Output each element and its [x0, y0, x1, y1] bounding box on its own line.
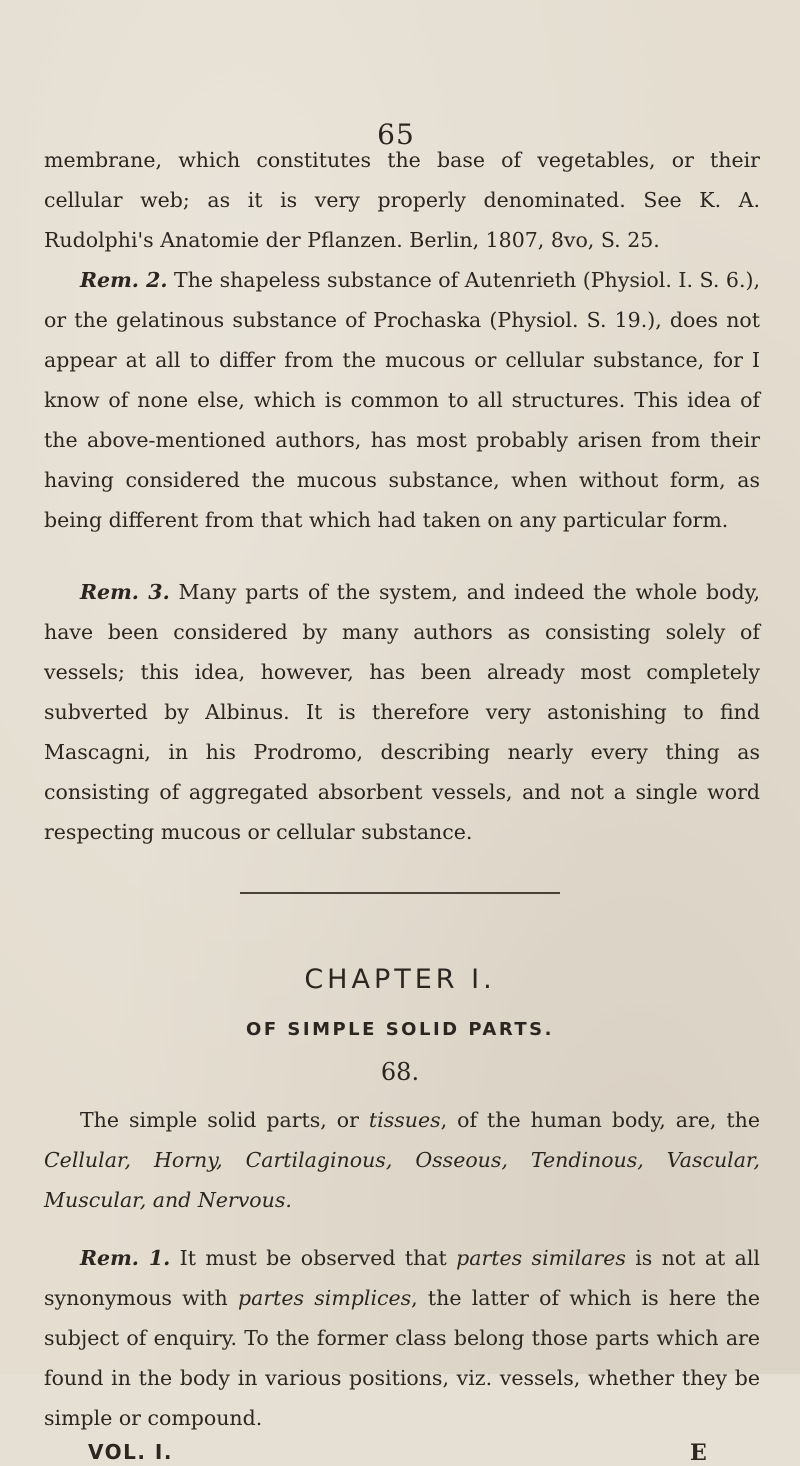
tissue-list: Cellular, Horny, Cartilaginous, Osseous, Tendinous, Vascular, Muscular, and Nervous. [44, 1148, 760, 1212]
rem-1-text-b: is not at all synonymous with [44, 1246, 760, 1310]
paragraph-rem-3 [44, 572, 760, 852]
partes-simplices-term: partes simplices [237, 1286, 412, 1310]
rem-1-block [44, 1238, 760, 1438]
rem-3-block [44, 572, 760, 852]
rem-2-label: Rem. 2. [80, 268, 168, 292]
top-text-block [44, 140, 760, 540]
partes-similares-term: partes similares [456, 1246, 626, 1270]
paragraph-simple-solid-parts [44, 1100, 760, 1220]
section-divider [240, 892, 560, 894]
paragraph-rem-2 [44, 260, 760, 540]
volume-marker: VOL. I. [88, 1440, 173, 1464]
paragraph-membrane: membrane, which constitutes the base of vegetables, or their cellular web; as it is very properly denominated. See K. A. Rudolphi's Anatomie der Pflanzen. Berlin, 1807, 8vo, S. 25. [44, 148, 760, 252]
chapter-heading: CHAPTER I. [304, 964, 496, 995]
intro-text: The simple solid parts, or [80, 1108, 369, 1132]
rem-2-text: The shapeless substance of Autenrieth (Physiol. I. S. 6.), or the gelatinous substance of Prochaska (Physiol. S. 19.), does not appear at all to differ from the mucous or cellular substance, for I know of none else, which is common to all structures. This idea of the above-mentioned authors, has most probably arisen from their having considered the mucous substance, when without form, as being different from that which had taken on any particular form. [44, 268, 760, 532]
section-number: 68. [380, 1058, 420, 1086]
signature-mark: E [690, 1440, 707, 1466]
rem-1-text-c: , the latter of which is here the subject of enquiry. To the former class belong those parts which are found in the body in various positions, viz. vessels, whether they be simple or compound. [44, 1286, 760, 1430]
paragraph-rem-1 [44, 1238, 760, 1438]
section-68-intro [44, 1100, 760, 1220]
chapter-subtitle: OF SIMPLE SOLID PARTS. [246, 1019, 554, 1040]
rem-3-label: Rem. 3. [80, 580, 170, 604]
tissues-term: tissues [368, 1108, 441, 1132]
rem-1-label: Rem. 1. [80, 1246, 171, 1270]
page-number: 65 [377, 118, 415, 151]
rem-3-text: Many parts of the system, and indeed the whole body, have been considered by many authors as consisting solely of vessels; this idea, however, has been already most completely subverted by Albinus. It is therefore very astonishing to find Mascagni, in his Prodromo, describing nearly every thing as consisting of aggregated absorbent vessels, and not a single word respecting mucous or cellular substance. [44, 580, 760, 844]
intro-mid: , of the human body, are, the [440, 1108, 760, 1132]
rem-1-text-a: It must be observed that [179, 1246, 457, 1270]
